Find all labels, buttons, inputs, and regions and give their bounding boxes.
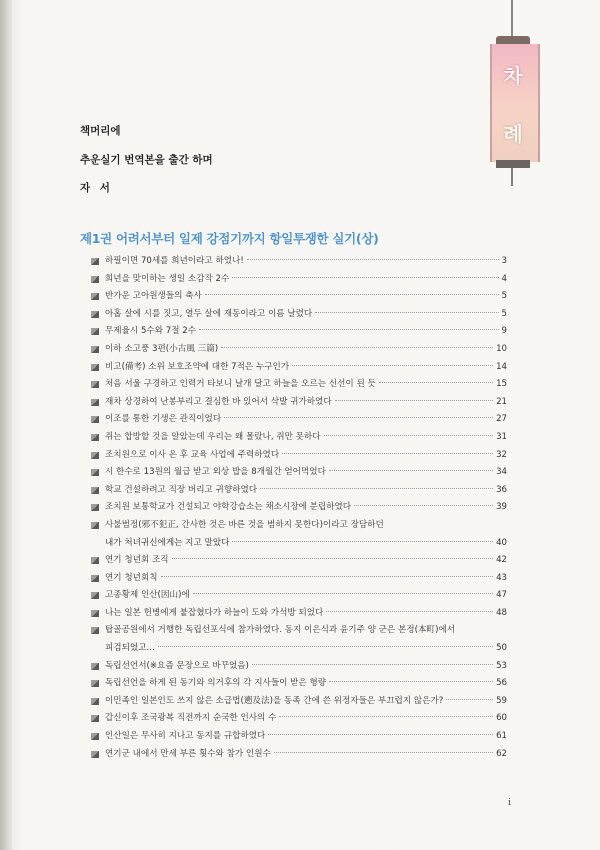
binding-shadow (0, 0, 12, 850)
toc-entry-title: 인산일은 무사히 지나고 동지를 규합하였다 (105, 731, 266, 742)
toc-entry-page: 32 (496, 449, 507, 460)
toc-entry-title: 조치원으로 이사 온 후 교육 사업에 주력하였다 (105, 449, 280, 460)
toc-entry-page: 34 (496, 467, 507, 478)
table-of-contents (91, 253, 507, 763)
dot-leader (199, 329, 499, 330)
lantern-tassel (511, 168, 513, 186)
toc-entry[interactable] (91, 341, 507, 359)
dot-leader (172, 558, 493, 559)
dot-leader (329, 470, 493, 471)
toc-entry-page: 43 (496, 572, 507, 583)
lantern-char-bottom: 례 (503, 122, 523, 146)
toc-entry[interactable] (91, 693, 507, 711)
toc-entry-page: 47 (496, 590, 507, 601)
front-matter-preface[interactable]: 책머리에 (80, 125, 121, 137)
toc-entry-page: 60 (496, 713, 507, 724)
toc-entry[interactable] (91, 499, 507, 517)
toc-entry-page: 59 (496, 695, 507, 706)
dot-leader (282, 453, 493, 454)
bullet-icon (91, 276, 99, 283)
toc-entry-title: 아홉 살에 시를 짓고, 열두 살에 재동이라고 이름 날렸다 (105, 308, 313, 319)
toc-entry-page: 21 (496, 396, 507, 407)
toc-entry-title: 연기군 내에서 만세 부른 횟수와 참가 인원수 (105, 748, 271, 759)
toc-entry-page: 62 (496, 748, 507, 759)
dot-leader (232, 277, 498, 278)
bullet-icon (91, 715, 99, 722)
toc-entry-title-continued: 내가 처녀귀신에게는 지고 말았다 (105, 537, 230, 548)
bullet-icon (91, 381, 99, 388)
toc-entry-page: 5 (501, 308, 507, 319)
bullet-icon (91, 416, 99, 423)
bullet-icon (91, 751, 99, 758)
bullet-icon (91, 610, 99, 617)
bullet-icon (91, 258, 99, 265)
dot-leader (161, 576, 494, 577)
toc-entry[interactable] (91, 394, 507, 412)
toc-entry[interactable] (91, 464, 507, 482)
bullet-icon (91, 364, 99, 371)
bullet-icon (91, 733, 99, 740)
bullet-icon (91, 487, 99, 494)
bullet-icon (91, 469, 99, 476)
dot-leader (292, 365, 493, 366)
toc-entry-page: 4 (501, 273, 507, 284)
toc-entry-title: 비고(備考) 소위 보호조약에 대한 7적은 누구인가 (105, 361, 290, 372)
dot-leader (279, 716, 493, 717)
toc-entry-title: 이하 소고풍 3편(小古風 三篇) (105, 343, 219, 354)
toc-entry-page: 31 (496, 431, 507, 442)
dot-leader (274, 752, 493, 753)
bullet-icon (91, 575, 99, 582)
bullet-icon (91, 680, 99, 687)
dot-leader (260, 488, 493, 489)
toc-entry[interactable] (91, 482, 507, 500)
dot-leader (252, 664, 493, 665)
dot-leader (354, 505, 493, 506)
dot-leader (329, 681, 493, 682)
lantern-char-top: 차 (503, 64, 523, 88)
dot-leader (379, 382, 493, 383)
toc-entry-title: 독립선언을 하게 된 동기와 의거후의 각 지사들이 받은 형량 (105, 678, 327, 689)
toc-entry[interactable] (91, 728, 507, 746)
toc-entry-page: 14 (496, 361, 507, 372)
bullet-icon (91, 522, 99, 529)
toc-entry-title: 이조를 통한 기생은 관직이었다 (105, 414, 222, 425)
toc-entry[interactable] (91, 622, 507, 657)
dot-leader (268, 734, 493, 735)
toc-entry[interactable] (91, 587, 507, 605)
toc-entry[interactable] (91, 376, 507, 394)
bullet-icon (91, 399, 99, 406)
toc-entry-page: 53 (496, 660, 507, 671)
bullet-icon (91, 592, 99, 599)
dot-leader (205, 294, 499, 295)
bullet-icon (91, 663, 99, 670)
toc-entry[interactable] (91, 323, 507, 341)
front-matter-author-preface[interactable]: 자 서 (80, 182, 113, 194)
dot-leader (335, 400, 493, 401)
toc-entry-page: 3 (501, 256, 507, 266)
toc-entry-page: 9 (501, 326, 507, 337)
toc-entry[interactable] (91, 710, 507, 728)
toc-entry-page: 42 (496, 555, 507, 566)
toc-entry[interactable] (91, 253, 507, 271)
dot-leader (324, 435, 494, 436)
dot-leader (158, 646, 493, 647)
dot-leader (221, 347, 493, 348)
toc-entry-title: 탑골공원에서 거행한 독립선포식에 참가하였다. 동지 이은식과 윤기주 양 군은 본정(本町)에서 (105, 625, 456, 636)
bullet-icon (91, 452, 99, 459)
toc-entry-title: 이민족인 일본인도 쓰지 않은 소급법(遡及法)을 동족 간에 쓴 위정자들은 부끄럽지 않은가? (105, 695, 444, 706)
toc-entry-page: 36 (496, 484, 507, 495)
toc-entry-title: 처음 서울 구경하고 인력거 타보니 날개 달고 하늘을 오르는 신선이 된 듯 (105, 379, 376, 390)
toc-entry-title-continued: 피검되었고... (105, 643, 155, 654)
toc-entry-title: 쥐는 합방할 것을 알았는데 우리는 왜 몰랐나, 쥐만 못하다 (105, 431, 321, 442)
toc-entry-page: 56 (496, 678, 507, 689)
toc-entry-page: 48 (496, 607, 507, 618)
toc-entry[interactable] (91, 359, 507, 377)
toc-entry-title: 희년을 맞이하는 생일 소감작 2수 (105, 273, 230, 284)
toc-entry[interactable] (91, 271, 507, 289)
bullet-icon (91, 627, 99, 634)
toc-entry-title: 학교 건설하려고 직장 버리고 귀향하였다 (105, 484, 258, 495)
dot-leader (193, 593, 493, 594)
toc-entry-title: 사불범정(邪不犯正, 간사한 것은 바른 것을 범하지 못한다)이라고 장담하던 (105, 519, 384, 530)
bullet-icon (91, 293, 99, 300)
toc-entry-page: 27 (496, 414, 507, 425)
toc-entry-title: 반가운 고아원생들의 축사 (105, 291, 202, 302)
toc-entry-title: 무제율시 5수와 7절 2수 (105, 326, 197, 337)
toc-entry-title: 갑신이후 조국광복 직전까지 순국한 인사의 수 (105, 713, 277, 724)
toc-entry[interactable] (91, 605, 507, 623)
toc-entry-title: 재차 상경하여 난봉부리고 결심한 바 있어서 삭발 귀가하였다 (105, 396, 332, 407)
bullet-icon (91, 434, 99, 441)
bullet-icon (91, 504, 99, 511)
toc-entry-title: 독립선언서(※요즘 문장으로 바꾸었음) (105, 660, 249, 671)
lantern-string (511, 0, 513, 40)
bullet-icon (91, 557, 99, 564)
dot-leader (315, 312, 498, 313)
page-number: i (508, 798, 511, 808)
dot-leader (224, 417, 493, 418)
toc-entry[interactable] (91, 429, 507, 447)
bullet-icon (91, 698, 99, 705)
dot-leader (446, 699, 493, 700)
toc-entry[interactable] (91, 447, 507, 465)
toc-entry-page: 39 (496, 502, 507, 513)
toc-entry[interactable] (91, 570, 507, 588)
toc-entry[interactable] (91, 675, 507, 693)
lantern-ornament (478, 0, 548, 190)
toc-entry-page: 10 (496, 343, 507, 354)
toc-entry-page: 15 (496, 379, 507, 390)
toc-entry-page: 50 (496, 643, 507, 654)
toc-entry[interactable] (91, 658, 507, 676)
dot-leader (247, 259, 499, 260)
dot-leader (326, 611, 493, 612)
volume-title: 제1권 어려서부터 일제 강점기까지 항일투쟁한 실기(상) (80, 231, 379, 246)
toc-entry[interactable] (91, 517, 507, 552)
bullet-icon (91, 328, 99, 335)
toc-entry-title: 조치원 보통학교가 건설되고 야학강습소는 채소시장에 분립하였다 (105, 502, 352, 513)
dot-leader (232, 541, 493, 542)
toc-entry-page: 5 (501, 291, 507, 302)
toc-entry-page: 40 (496, 537, 507, 548)
toc-entry[interactable] (91, 411, 507, 429)
front-matter-translation-note[interactable]: 추운실기 번역본을 출간 하며 (80, 154, 213, 166)
toc-entry-title: 연기 청년회칙 (105, 572, 158, 583)
bullet-icon (91, 346, 99, 353)
toc-entry-title: 하필이면 70세를 희년이라고 하였나! (105, 256, 244, 266)
toc-entry-title: 연기 청년회 조직 (105, 555, 169, 566)
lantern-base (496, 160, 530, 168)
bullet-icon (91, 311, 99, 318)
toc-entry-title: 시 한수로 13원의 월급 받고 외상 밥을 8개월간 얻어먹었다 (105, 467, 326, 478)
toc-entry[interactable] (91, 306, 507, 324)
toc-entry[interactable] (91, 552, 507, 570)
toc-entry-page: 61 (496, 731, 507, 742)
toc-entry-title: 고종황제 인산(因山)에 (105, 590, 190, 601)
toc-entry[interactable] (91, 288, 507, 306)
toc-entry[interactable] (91, 746, 507, 764)
toc-entry-title: 나는 일본 헌병에게 붙잡혔다가 하늘이 도와 가석방 되었다 (105, 607, 324, 618)
